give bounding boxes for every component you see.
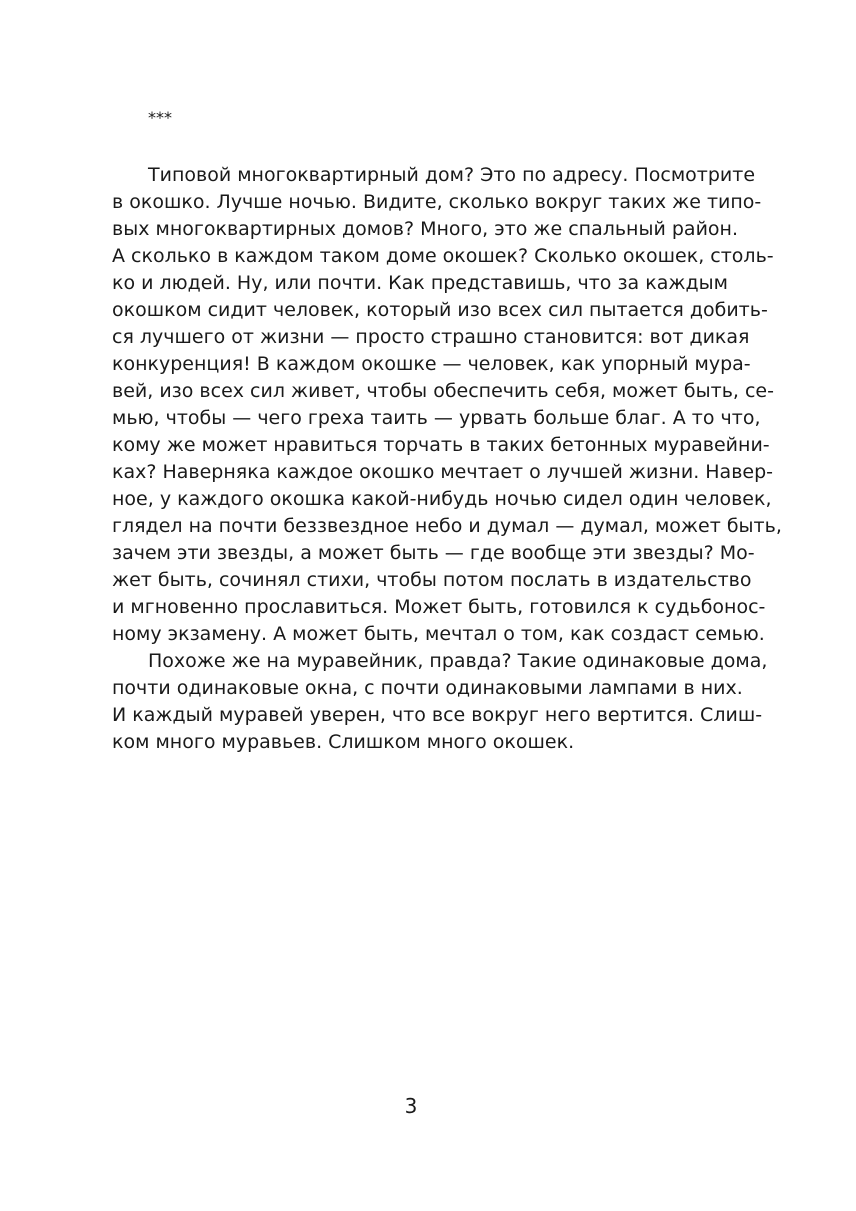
paragraph-2 (112, 648, 768, 756)
text-line: ся лучшего от жизни — просто страшно становится: вот дикая (112, 326, 750, 348)
paragraph-1 (112, 162, 782, 648)
text-line: жет быть, сочинял стихи, чтобы потом послать в издательство (112, 569, 752, 591)
page-number: 3 (404, 1094, 418, 1118)
text-line: вей, изо всех сил живет, чтобы обеспечить себя, может быть, се- (112, 380, 774, 402)
text-line: глядел на почти беззвездное небо и думал — думал, может быть, (112, 515, 782, 537)
section-separator: *** (148, 108, 172, 127)
text-line: Похоже же на муравейник, правда? Такие одинаковые дома, (148, 650, 768, 672)
text-line: зачем эти звезды, а может быть — где вообще эти звезды? Мо- (112, 542, 755, 564)
text-line: кому же может нравиться торчать в таких бетонных муравейни- (112, 434, 770, 456)
text-line: ное, у каждого окошка какой-нибудь ночью сидел один человек, (112, 488, 772, 510)
text-line: мью, чтобы — чего греха таить — урвать больше благ. А то что, (112, 407, 761, 429)
text-line: ком много муравьев. Слишком много окошек. (112, 731, 575, 753)
text-line: ному экзамену. А может быть, мечтал о том, как создаст семью. (112, 623, 765, 645)
text-line: вых многоквартирных домов? Много, это же спальный район. (112, 218, 739, 240)
text-line: окошком сидит человек, который изо всех сил пытается добить- (112, 299, 768, 321)
text-line: в окошко. Лучше ночью. Видите, сколько вокруг таких же типо- (112, 191, 762, 213)
text-line: почти одинаковые окна, с почти одинаковыми лампами в них. (112, 677, 743, 699)
text-line: ках? Наверняка каждое окошко мечтает о лучшей жизни. Навер- (112, 461, 774, 483)
text-line: Типовой многоквартирный дом? Это по адресу. Посмотрите (148, 164, 756, 186)
text-line: и мгновенно прославиться. Может быть, готовился к судьбонос- (112, 596, 766, 618)
body-text (112, 162, 782, 756)
text-line: ко и людей. Ну, или почти. Как представишь, что за каждым (112, 272, 728, 294)
text-line: А сколько в каждом таком доме окошек? Сколько окошек, столь- (112, 245, 774, 267)
text-line: И каждый муравей уверен, что все вокруг него вертится. Слиш- (112, 704, 763, 726)
text-line: конкуренция! В каждом окошке — человек, как упорный мура- (112, 353, 751, 375)
